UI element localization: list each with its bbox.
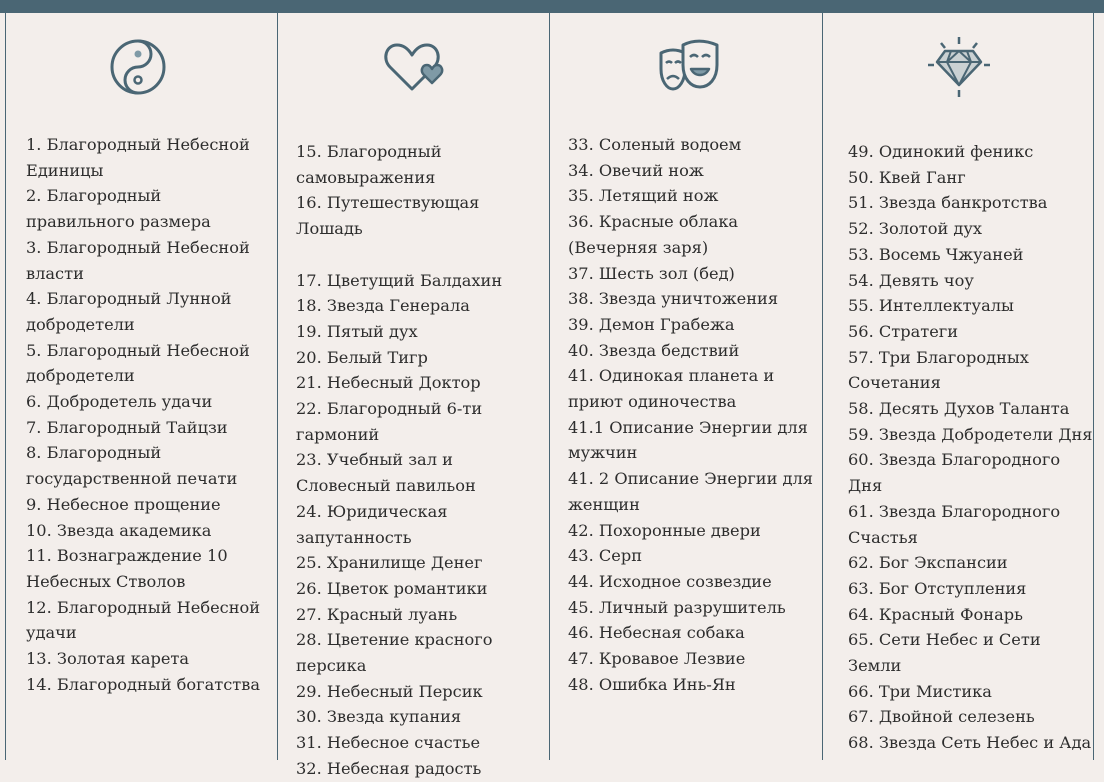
list-item[interactable]: 14. Благородный богатства [26,674,260,694]
yin-yang-icon [106,35,170,99]
list-item[interactable]: 17. Цветущий Балдахин [296,270,503,290]
list-item[interactable]: 15. Благородный самовыражения [296,142,442,187]
list-item[interactable]: 65. Сети Небес и Сети Земли [848,630,1041,676]
list-item[interactable]: 54. Девять чоу [848,270,974,290]
list-item[interactable]: 8. Благородный государственной печати [26,443,238,489]
list-item[interactable]: 5. Благородный Небесной добродетели [26,340,250,386]
list-item[interactable]: 68. Звезда Сеть Небес и Ада [848,733,1092,753]
theater-masks-icon [657,35,721,99]
list-item[interactable]: 46. Небесная собака [568,623,745,643]
list-item[interactable]: 56. Стратеги [848,321,959,341]
list-item[interactable]: 38. Звезда уничтожения [568,289,779,309]
list-item[interactable]: 4. Благородный Лунной добродетели [26,289,232,334]
list-item[interactable]: 41. 2 Описание Энергии для женщин [568,469,813,514]
list-item[interactable]: 12. Благородный Небесной удачи [26,597,261,643]
list-item[interactable]: 6. Добродетель удачи [26,392,213,412]
list-item[interactable]: 49. Одинокий феникс [848,142,1034,161]
list-item[interactable]: 29. Небесный Персик [296,681,483,701]
list-item[interactable]: 67. Двойной селезень [848,707,1035,727]
list-item[interactable]: 30. Звезда купания [296,707,462,727]
list-item[interactable]: 35. Летящий нож [568,186,719,206]
list-item[interactable]: 52. Золотой дух [848,219,983,239]
list-item[interactable]: 13. Золотая карета [26,649,190,669]
frame-right-border [1093,13,1094,760]
list-item[interactable]: 51. Звезда банкротства [848,193,1048,213]
list-item[interactable]: 55. Интеллектуалы [848,296,1014,316]
list-item[interactable]: 16. Путешествующая Лошадь [296,193,480,239]
list-item[interactable]: 26. Цветок романтики [296,578,488,598]
list-item[interactable]: 34. Овечий нож [568,160,704,180]
list-item[interactable]: 44. Исходное созвездие [568,571,772,591]
list-item[interactable]: 41. Одинокая планета и приют одиночества [568,366,775,412]
list-item[interactable]: 10. Звезда академика [26,520,212,540]
list-item[interactable]: 21. Небесный Доктор [296,373,481,393]
hearts-icon [380,35,444,99]
list-item[interactable]: 63. Бог Отступления [848,578,1027,598]
list-item[interactable]: 20. Белый Тигр [296,347,428,367]
list-item[interactable]: 61. Звезда Благородного Счастья [848,501,1061,547]
list-item[interactable]: 7. Благородный Тайцзи [26,417,228,437]
column-1 [6,13,277,760]
list-item[interactable]: 25. Хранилище Денег [296,553,483,573]
list-item[interactable]: 53. Восемь Чжуаней [848,244,1024,264]
list-item[interactable]: 22. Благородный 6-ти гармоний [296,399,483,444]
list-item[interactable]: 50. Квей Ганг [848,167,966,187]
list-item[interactable]: 3. Благородный Небесной власти [26,237,250,283]
list-item[interactable]: 47. Кровавое Лезвие [568,649,746,669]
list-item[interactable]: 19. Пятый дух [296,321,418,341]
list-item[interactable]: 11. Вознаграждение 10 Небесных Стволов [26,546,228,591]
list-item[interactable]: 39. Демон Грабежа [568,314,735,334]
list-item[interactable]: 48. Ошибка Инь-Ян [568,674,736,694]
list-item[interactable]: 2. Благородный правильного размера [26,186,211,232]
list-item[interactable]: 43. Серп [568,546,643,566]
list-item[interactable]: 42. Похоронные двери [568,520,761,540]
list-item[interactable]: 32. Небесная радость [296,758,482,778]
list-item[interactable]: 27. Красный луань [296,604,458,624]
list-item[interactable]: 62. Бог Экспансии [848,553,1008,573]
list-item[interactable]: 37. Шесть зол (бед) [568,263,735,283]
list-item[interactable]: 24. Юридическая запутанность [296,501,448,547]
list-item[interactable]: 58. Десять Духов Таланта [848,399,1070,419]
list-item[interactable]: 18. Звезда Генерала [296,296,470,316]
list-item[interactable]: 33. Соленый водоем [568,135,742,154]
list-item[interactable]: 31. Небесное счастье [296,733,481,753]
list-item[interactable]: 60. Звезда Благородного Дня [848,450,1061,496]
list-item[interactable]: 36. Красные облака (Вечерняя заря) [568,212,739,257]
list-item[interactable]: 57. Три Благородных Сочетания [848,347,1029,393]
list-item[interactable]: 28. Цветение красного персика [296,630,493,676]
list-item[interactable]: 40. Звезда бедствий [568,340,740,360]
list-item[interactable]: 64. Красный Фонарь [848,604,1023,624]
list-item[interactable]: 9. Небесное прощение [26,494,221,514]
list-item[interactable]: 59. Звезда Добродетели Дня [848,424,1093,444]
column-3 [549,13,822,760]
column-4 [822,13,1093,760]
list-item[interactable]: 1. Благородный Небесной Единицы [26,135,250,180]
list-item[interactable]: 23. Учебный зал и Словесный павильон [296,450,476,496]
list-item[interactable]: 41.1 Описание Энергии для мужчин [568,417,808,463]
column-2 [277,13,549,778]
top-bar [0,0,1104,13]
list-item[interactable]: 66. Три Мистика [848,681,992,701]
list-item[interactable]: 45. Личный разрушитель [568,597,786,617]
diamond-icon [927,35,991,99]
